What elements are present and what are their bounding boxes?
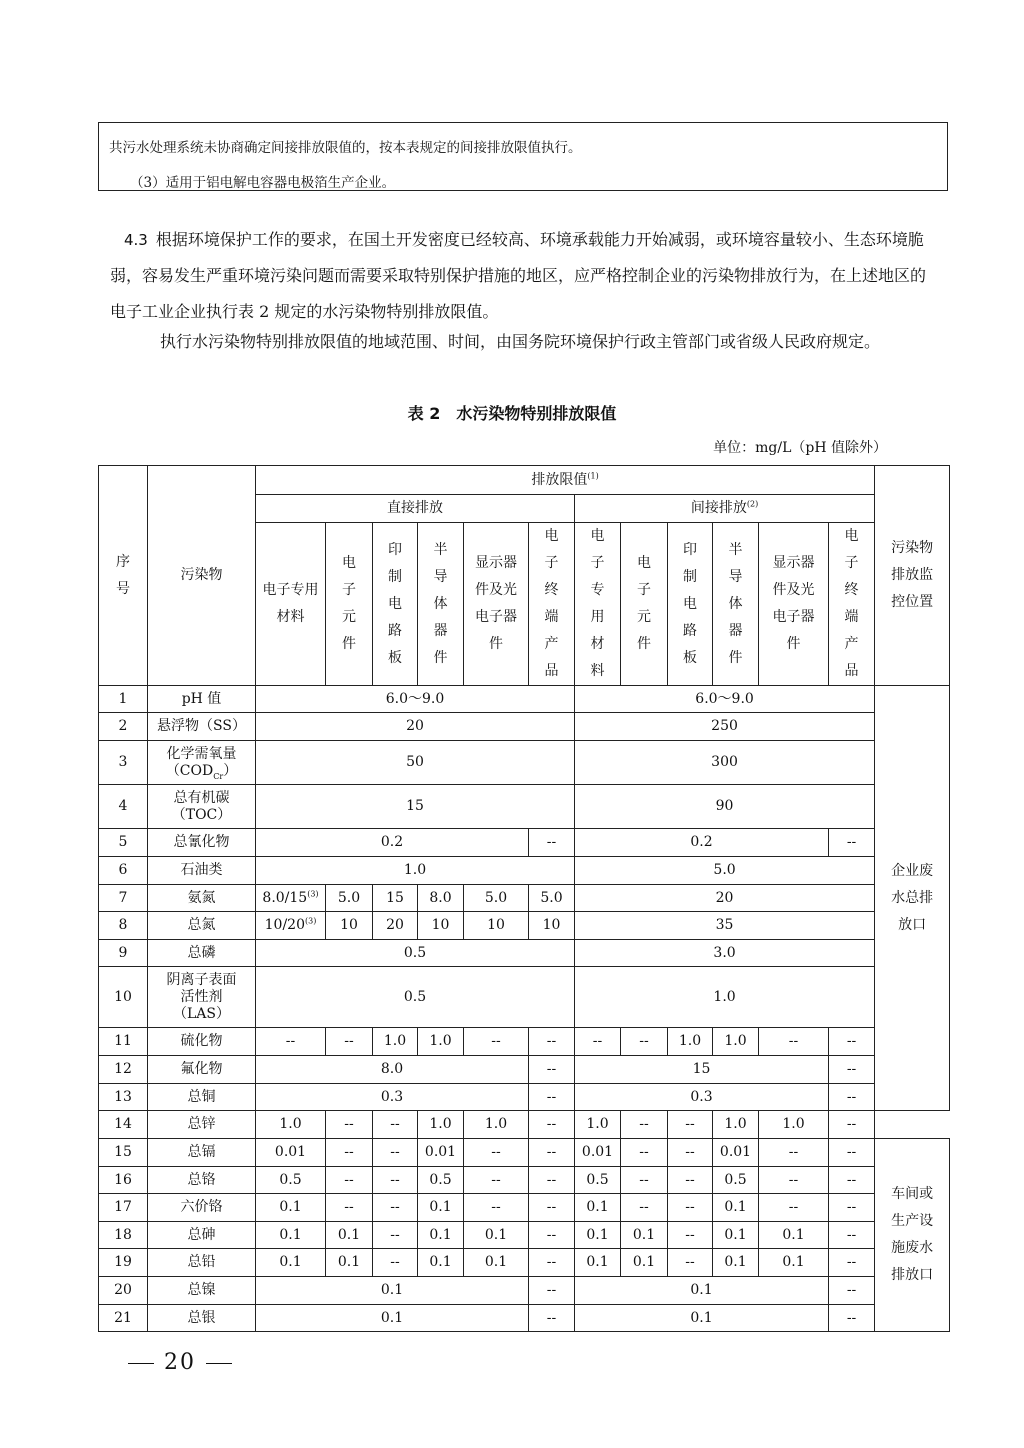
table-row: 6 石油类 1.0 5.0: [99, 857, 950, 885]
header-indirect-display: 显示器件及光电子器件: [759, 523, 829, 686]
header-direct-semiconductor: 半导体器件: [418, 523, 464, 686]
table-row: 17 六价铬 0.1 -- -- 0.1 -- -- 0.1 -- -- 0.1 -- --: [99, 1194, 950, 1222]
header-limit: 排放限值$^{(1)}$: [256, 466, 875, 495]
table-row: 21 总银 0.1 -- 0.1 --: [99, 1305, 950, 1332]
header-direct-pcb: 印制电路板: [373, 523, 418, 686]
header-seq: 序号: [99, 466, 148, 686]
note-line-2: （3）适用于铝电解电容器电极箔生产企业。: [130, 175, 396, 191]
table-row: 5 总氰化物 0.2 -- 0.2 --: [99, 829, 950, 857]
header-indirect-pcb: 印制电路板: [668, 523, 713, 686]
header-indirect: 间接排放$^{(2)}$: [575, 495, 875, 523]
table-row: 18 总砷 0.1 0.1 -- 0.1 0.1 -- 0.1 0.1 -- 0.1 0.1 --: [99, 1222, 950, 1249]
monitor-total-outlet: 企业废水总排放口: [875, 686, 950, 1111]
page-dash-right: [206, 1363, 232, 1364]
table-row: 3 化学需氧量 $(COD_{Cr})$ 50 300: [99, 741, 950, 785]
header-direct-display: 显示器件及光电子器件: [464, 523, 529, 686]
table-row: 4 总有机碳 （TOC） 15 90: [99, 785, 950, 829]
section-paragraph: [110, 222, 940, 330]
limits-table: [98, 465, 950, 1332]
header-direct: 直接排放: [256, 495, 575, 523]
table-row: 11 硫化物 -- -- 1.0 1.0 -- -- -- -- 1.0 1.0 -- --: [99, 1028, 950, 1056]
table-row: 2 悬浮物（SS） 20 250: [99, 713, 950, 741]
table-row: 20 总镍 0.1 -- 0.1 --: [99, 1277, 950, 1305]
page-dash-left: [128, 1363, 154, 1364]
note-line-1: 共污水处理系统未协商确定间接排放限值的，按本表规定的间接排放限值执行。: [109, 140, 582, 156]
section-paragraph-2: 执行水污染物特别排放限值的地域范围、时间，由国务院环境保护行政主管部门或省级人民政府规定。: [160, 332, 881, 351]
table-row: 13 总铜 0.3 -- 0.3 --: [99, 1084, 950, 1111]
header-indirect-material: 电子专用材料: [575, 523, 621, 686]
table-row: 15 总镉 0.01 -- -- 0.01 -- -- 0.01 -- -- 0.01 -- -- 车间或生产设施废水排放口: [99, 1139, 950, 1167]
table-row: 16 总铬 0.5 -- -- 0.5 -- -- 0.5 -- -- 0.5 -- --: [99, 1167, 950, 1194]
section-label: 4.3: [124, 231, 148, 249]
table-row: 8 总氮 10/20$^{(3)}$ 10 20 10 10 10 35: [99, 912, 950, 940]
table-row: 10 阴离子表面 活性剂 （LAS） 0.5 1.0: [99, 967, 950, 1028]
table-row: 1 pH 值 6.0～9.0 6.0～9.0 企业废水总排放口: [99, 686, 950, 713]
header-direct-component: 电子元件: [326, 523, 373, 686]
table-row: 19 总铅 0.1 0.1 -- 0.1 0.1 -- 0.1 0.1 -- 0.1 0.1 --: [99, 1249, 950, 1277]
monitor-workshop-outlet: 车间或生产设施废水排放口: [875, 1139, 950, 1332]
section-text: 根据环境保护工作的要求，在国土开发密度已经较高、环境承载能力开始减弱，或环境容量较小、生态环境脆弱，容易发生严重环境污染问题而需要采取特别保护措施的地区，应严格控制企业的污染物排放行为，在上述地区的电子工业企业执行表 2 规定的水污染物特别排放限值。: [110, 230, 927, 321]
table-row: 12 氟化物 8.0 -- 15 --: [99, 1056, 950, 1084]
header-direct-material: 电子专用材料: [256, 523, 326, 686]
table-row: 14 总锌 1.0 -- -- 1.0 1.0 -- 1.0 -- -- 1.0 1.0 --: [99, 1111, 950, 1139]
table-row: 7 氨氮 8.0/15$^{(3)}$ 5.0 15 8.0 5.0 5.0 20: [99, 885, 950, 912]
header-indirect-semiconductor: 半导体器件: [713, 523, 759, 686]
header-monitor: 污染物排放监控位置: [875, 466, 950, 686]
header-indirect-component: 电子元件: [621, 523, 668, 686]
header-direct-terminal: 电子终端产品: [529, 523, 575, 686]
header-indirect-terminal: 电子终端产品: [829, 523, 875, 686]
table-title: 表 2 水污染物特别排放限值: [407, 404, 617, 423]
header-pollutant: 污染物: [148, 466, 256, 686]
table-unit: 单位：mg/L（pH 值除外）: [713, 440, 887, 456]
table-row: 9 总磷 0.5 3.0: [99, 940, 950, 967]
page-number: 20: [118, 1350, 242, 1375]
note-box: [98, 122, 948, 191]
